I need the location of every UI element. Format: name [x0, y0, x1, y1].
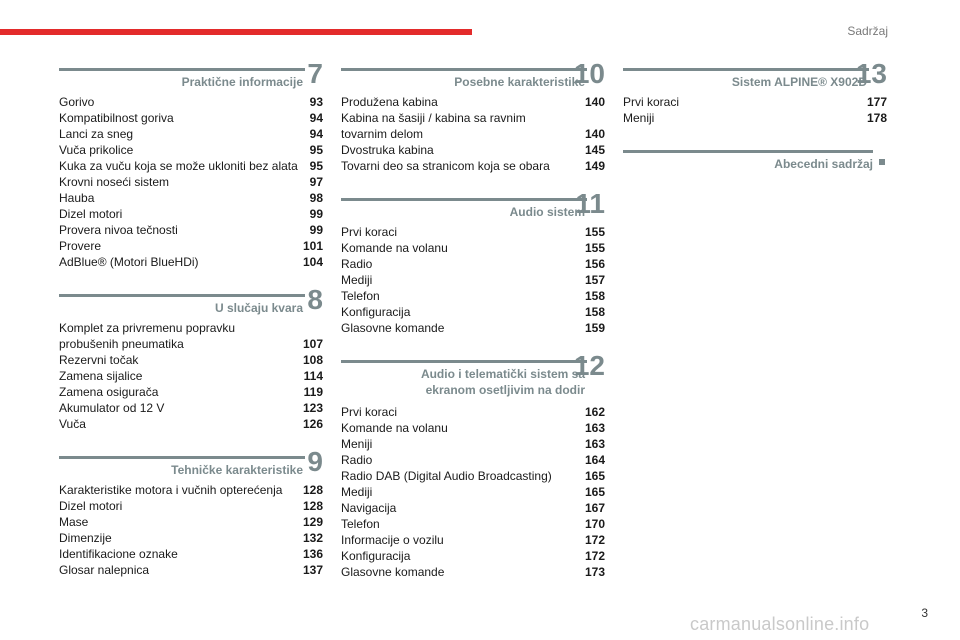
- entry-page: 94: [309, 127, 323, 141]
- toc-entry[interactable]: [341, 94, 605, 110]
- entry-title: Radio: [341, 453, 373, 467]
- section-header: [341, 350, 605, 402]
- toc-entry[interactable]: [623, 94, 887, 110]
- entry-page: 172: [584, 549, 605, 563]
- toc-entry[interactable]: [59, 498, 323, 514]
- section-header: [341, 188, 605, 222]
- entry-page: 97: [309, 175, 323, 189]
- toc-entry[interactable]: [59, 368, 323, 384]
- entry-page: 173: [584, 565, 605, 579]
- toc-column-1: [59, 58, 323, 596]
- toc-entry[interactable]: [341, 548, 605, 564]
- section-header: [623, 58, 887, 92]
- toc-entry[interactable]: [59, 352, 323, 368]
- section-header: [59, 58, 323, 92]
- toc-entry[interactable]: [341, 516, 605, 532]
- entry-page: 128: [302, 483, 323, 497]
- section-number: 7: [307, 58, 323, 89]
- entry-title: Kompatibilnost goriva: [59, 111, 174, 125]
- entry-page: 119: [303, 385, 323, 399]
- page-number: 3: [921, 606, 928, 620]
- toc-section-11: [341, 188, 605, 336]
- toc-entry[interactable]: [59, 222, 323, 238]
- entry-page: 164: [584, 453, 605, 467]
- entry-page: 94: [309, 111, 323, 125]
- section-entries: [59, 94, 323, 270]
- toc-entry[interactable]: [341, 436, 605, 452]
- toc-section-10: [341, 58, 605, 174]
- entry-title: Informacije o vozilu: [341, 533, 444, 547]
- toc-entry[interactable]: [59, 320, 323, 352]
- entry-title: Zamena osigurača: [59, 385, 159, 399]
- toc-entry[interactable]: [59, 254, 323, 270]
- entry-title: Dvostruka kabina: [341, 143, 434, 157]
- entry-page: 99: [309, 223, 323, 237]
- toc-entry[interactable]: [341, 110, 605, 142]
- entry-page: 163: [584, 437, 605, 451]
- entry-title: Mediji: [341, 273, 373, 287]
- section-number: 9: [307, 446, 323, 477]
- entry-title: Rezervni točak: [59, 353, 139, 367]
- section-rule: [623, 68, 869, 71]
- toc-entry[interactable]: [59, 142, 323, 158]
- entry-title: Mase: [59, 515, 89, 529]
- toc-entry[interactable]: [59, 238, 323, 254]
- toc-entry[interactable]: [341, 142, 605, 158]
- watermark-text: carmanualsonline.info: [690, 614, 870, 634]
- toc-entry[interactable]: [341, 452, 605, 468]
- entry-title: Komande na volanu: [341, 421, 448, 435]
- entry-title: Mediji: [341, 485, 373, 499]
- entry-page: 163: [584, 421, 605, 435]
- toc-entry[interactable]: [59, 126, 323, 142]
- entry-title: Vuča prikolice: [59, 143, 134, 157]
- section-entries: [59, 482, 323, 578]
- entry-page: 104: [302, 255, 323, 269]
- toc-entry[interactable]: [341, 420, 605, 436]
- square-bullet-icon: [879, 159, 885, 165]
- entry-title: Glasovne komande: [341, 321, 445, 335]
- toc-entry[interactable]: [341, 240, 605, 256]
- section-rule: [341, 360, 587, 363]
- entry-title: Radio: [341, 257, 373, 271]
- entry-title: Provera nivoa tečnosti: [59, 223, 178, 237]
- entry-page: 108: [302, 353, 323, 367]
- entry-page: 170: [584, 517, 605, 531]
- entry-title: Meniji: [623, 111, 655, 125]
- section-entries: [59, 320, 323, 432]
- entry-page: 140: [584, 127, 605, 141]
- entry-title: Dimenzije: [59, 531, 112, 545]
- toc-entry[interactable]: [59, 400, 323, 416]
- toc-entry[interactable]: [59, 206, 323, 222]
- alphabetical-index-link[interactable]: [623, 144, 887, 174]
- toc-entry[interactable]: [59, 546, 323, 562]
- entry-page: 136: [302, 547, 323, 561]
- entry-title: Komplet za privremenu popravku probušenih pneumatika: [59, 321, 236, 351]
- entry-title: Glosar nalepnica: [59, 563, 150, 577]
- toc-section-7: [59, 58, 323, 270]
- entry-title: Provere: [59, 239, 102, 253]
- top-accent-bar: [0, 29, 472, 35]
- toc-entry[interactable]: [341, 468, 605, 484]
- toc-column-3: [623, 58, 887, 174]
- entry-title: Produžena kabina: [341, 95, 438, 109]
- toc-entry[interactable]: [59, 190, 323, 206]
- section-number: 12: [573, 350, 605, 381]
- entry-page: 99: [309, 207, 323, 221]
- entry-page: 126: [302, 417, 323, 431]
- entry-page: 145: [584, 143, 605, 157]
- entry-title: Navigacija: [341, 501, 397, 515]
- section-title: Audio sistem: [509, 205, 585, 219]
- toc-entry[interactable]: [59, 514, 323, 530]
- entry-page: 128: [302, 499, 323, 513]
- entry-title: Akumulator od 12 V: [59, 401, 165, 415]
- section-title: Abecedni sadržaj: [774, 157, 873, 171]
- entry-page: 129: [302, 515, 323, 529]
- toc-entry[interactable]: [341, 288, 605, 304]
- section-number: 11: [575, 188, 605, 219]
- entry-page: 95: [309, 159, 323, 173]
- entry-page: 159: [584, 321, 605, 335]
- entry-title: Karakteristike motora i vučnih opterećenja: [59, 483, 283, 497]
- toc-entry[interactable]: [341, 320, 605, 336]
- toc-section-9: [59, 446, 323, 578]
- entry-title: Glasovne komande: [341, 565, 445, 579]
- section-entries: [623, 94, 887, 126]
- toc-entry[interactable]: [341, 404, 605, 420]
- entry-title: Telefon: [341, 517, 380, 531]
- toc-entry[interactable]: [59, 482, 323, 498]
- entry-page: 140: [584, 95, 605, 109]
- toc-entry[interactable]: [59, 416, 323, 432]
- section-rule: [623, 150, 873, 153]
- entry-page: 114: [303, 369, 323, 383]
- entry-title: Komande na volanu: [341, 241, 448, 255]
- entry-page: 101: [302, 239, 323, 253]
- section-header: [341, 58, 605, 92]
- entry-title: Kuka za vuču koja se može ukloniti bez alata: [59, 159, 298, 173]
- toc-entry[interactable]: [59, 110, 323, 126]
- entry-page: 98: [309, 191, 323, 205]
- entry-page: 132: [302, 531, 323, 545]
- section-number: 10: [573, 58, 605, 89]
- entry-page: 123: [302, 401, 323, 415]
- toc-entry[interactable]: [341, 158, 605, 174]
- entry-title: Prvi koraci: [623, 95, 680, 109]
- section-title: Sistem ALPINE® X902D: [731, 75, 867, 89]
- entry-title: Krovni noseći sistem: [59, 175, 170, 189]
- entry-page: 165: [584, 469, 605, 483]
- section-header: [59, 446, 323, 480]
- section-title: Posebne karakteristike: [454, 75, 585, 89]
- toc-entry[interactable]: [341, 304, 605, 320]
- entry-title: Kabina na šasiji / kabina sa ravnim tovarnim delom: [341, 111, 526, 141]
- entry-page: 172: [584, 533, 605, 547]
- entry-title: Dizel motori: [59, 207, 123, 221]
- entry-page: 177: [866, 95, 887, 109]
- entry-page: 95: [309, 143, 323, 157]
- entry-title: Radio DAB (Digital Audio Broadcasting): [341, 469, 552, 483]
- entry-page: 93: [309, 95, 323, 109]
- toc-entry[interactable]: [59, 174, 323, 190]
- entry-page: 107: [302, 337, 323, 351]
- entry-page: 178: [866, 111, 887, 125]
- entry-title: Prvi koraci: [341, 405, 398, 419]
- page-header-title: Sadržaj: [847, 24, 888, 38]
- entry-page: 158: [584, 305, 605, 319]
- entry-title: Identifikacione oznake: [59, 547, 178, 561]
- section-header: [59, 284, 323, 318]
- toc-column-2: [341, 58, 605, 598]
- toc-entry[interactable]: [341, 224, 605, 240]
- entry-page: 155: [584, 241, 605, 255]
- entry-page: 165: [584, 485, 605, 499]
- toc-entry[interactable]: [59, 530, 323, 546]
- toc-section-13: [623, 58, 887, 126]
- section-title: Audio i telematički sistem sa ekranom osetljivim na dodir: [420, 367, 585, 397]
- entry-title: AdBlue® (Motori BlueHDi): [59, 255, 199, 269]
- section-entries: [341, 94, 605, 174]
- entry-page: 137: [302, 563, 323, 577]
- toc-entry[interactable]: [59, 562, 323, 578]
- entry-title: Prvi koraci: [341, 225, 398, 239]
- entry-page: 156: [584, 257, 605, 271]
- entry-page: 157: [584, 273, 605, 287]
- toc-entry[interactable]: [341, 256, 605, 272]
- toc-entry[interactable]: [341, 272, 605, 288]
- section-rule: [59, 294, 305, 297]
- entry-title: Telefon: [341, 289, 380, 303]
- entry-title: Konfiguracija: [341, 305, 411, 319]
- section-rule: [59, 68, 305, 71]
- section-entries: [341, 224, 605, 336]
- entry-page: 162: [584, 405, 605, 419]
- entry-title: Vuča: [59, 417, 86, 431]
- toc-section-12: [341, 350, 605, 580]
- section-rule: [341, 198, 587, 201]
- section-title: U slučaju kvara: [214, 301, 303, 315]
- entry-title: Konfiguracija: [341, 549, 411, 563]
- entry-title: Meniji: [341, 437, 373, 451]
- section-title: Tehničke karakteristike: [171, 463, 303, 477]
- section-number: 8: [307, 284, 323, 315]
- toc-entry[interactable]: [59, 158, 323, 174]
- section-rule: [341, 68, 587, 71]
- section-rule: [59, 456, 305, 459]
- entry-title: Hauba: [59, 191, 95, 205]
- section-entries: [341, 404, 605, 580]
- entry-title: Gorivo: [59, 95, 95, 109]
- toc-entry[interactable]: [341, 532, 605, 548]
- entry-page: 167: [584, 501, 605, 515]
- entry-title: Tovarni deo sa stranicom koja se obara: [341, 159, 550, 173]
- toc-entry[interactable]: [341, 564, 605, 580]
- toc-entry[interactable]: [341, 484, 605, 500]
- toc-entry[interactable]: [623, 110, 887, 126]
- toc-entry[interactable]: [341, 500, 605, 516]
- entry-page: 149: [584, 159, 605, 173]
- entry-page: 158: [584, 289, 605, 303]
- toc-entry[interactable]: [59, 384, 323, 400]
- entry-page: 155: [584, 225, 605, 239]
- toc-section-8: [59, 284, 323, 432]
- section-number: 13: [855, 58, 887, 89]
- section-title: Praktične informacije: [181, 75, 303, 89]
- entry-title: Zamena sijalice: [59, 369, 143, 383]
- entry-title: Dizel motori: [59, 499, 123, 513]
- toc-entry[interactable]: [59, 94, 323, 110]
- entry-title: Lanci za sneg: [59, 127, 134, 141]
